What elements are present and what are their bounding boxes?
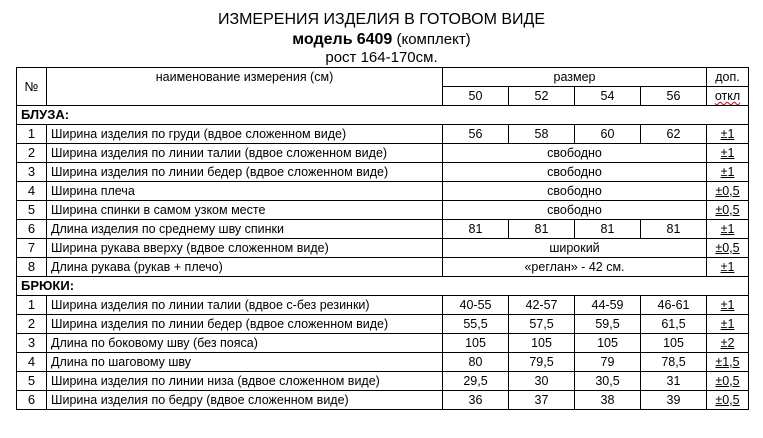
measurement-name: Ширина рукава вверху (вдвое сложенном виде) — [47, 239, 443, 258]
table-row — [17, 353, 749, 372]
table-row — [17, 239, 749, 258]
table-row — [17, 372, 749, 391]
size-value-3: 39 — [641, 391, 707, 410]
table-row — [17, 220, 749, 239]
deviation-value: ±2 — [720, 336, 735, 350]
measurement-name: Длина по шаговому шву — [47, 353, 443, 372]
size-value-0: 80 — [443, 353, 509, 372]
model-suffix: (комплект) — [396, 31, 471, 48]
measurement-name: Ширина изделия по линии талии (вдвое сложенном виде) — [47, 144, 443, 163]
deviation-cell — [707, 201, 749, 220]
section-row — [17, 277, 749, 296]
document-header — [0, 0, 763, 67]
row-number: 5 — [17, 372, 47, 391]
size-value-3: 31 — [641, 372, 707, 391]
row-number: 8 — [17, 258, 47, 277]
table-row — [17, 258, 749, 277]
size-value-1: 42-57 — [509, 296, 575, 315]
deviation-cell — [707, 182, 749, 201]
size-value-0: 40-55 — [443, 296, 509, 315]
size-value-1: 105 — [509, 334, 575, 353]
size-value-0: 55,5 — [443, 315, 509, 334]
deviation-value: ±1 — [720, 260, 735, 274]
header-row-1 — [17, 68, 749, 87]
deviation-value: ±1 — [720, 127, 735, 141]
table-row — [17, 315, 749, 334]
deviation-cell — [707, 334, 749, 353]
section-row — [17, 106, 749, 125]
measurements-table — [16, 67, 749, 410]
col-header-dev-line2 — [707, 87, 749, 106]
model-prefix: модель — [292, 31, 353, 48]
dev-line2-text: откл — [714, 89, 741, 103]
size-value-0: 56 — [443, 125, 509, 144]
size-header-2: 54 — [575, 87, 641, 106]
deviation-value: ±0,5 — [715, 184, 740, 198]
table-row — [17, 144, 749, 163]
model-line — [0, 30, 763, 49]
deviation-cell — [707, 372, 749, 391]
size-value-2: 105 — [575, 334, 641, 353]
merged-value: свободно — [443, 201, 707, 220]
table-row — [17, 163, 749, 182]
measurement-name: Ширина изделия по линии низа (вдвое сложенном виде) — [47, 372, 443, 391]
deviation-cell — [707, 239, 749, 258]
deviation-cell — [707, 391, 749, 410]
measurement-name: Ширина изделия по линии бедер (вдвое сложенном виде) — [47, 163, 443, 182]
deviation-cell — [707, 353, 749, 372]
row-number: 6 — [17, 391, 47, 410]
merged-value: свободно — [443, 144, 707, 163]
table-row — [17, 201, 749, 220]
size-value-2: 60 — [575, 125, 641, 144]
row-number: 5 — [17, 201, 47, 220]
row-number: 7 — [17, 239, 47, 258]
section-title: БЛУЗА: — [17, 106, 443, 125]
size-value-1: 37 — [509, 391, 575, 410]
deviation-cell — [707, 315, 749, 334]
row-number: 1 — [17, 125, 47, 144]
merged-value: «реглан» - 42 см. — [443, 258, 707, 277]
size-header-3: 56 — [641, 87, 707, 106]
size-value-1: 30 — [509, 372, 575, 391]
deviation-cell — [707, 258, 749, 277]
row-number: 3 — [17, 163, 47, 182]
merged-value: широкий — [443, 239, 707, 258]
section-title: БРЮКИ: — [17, 277, 443, 296]
measurement-name: Длина рукава (рукав + плечо) — [47, 258, 443, 277]
model-number: 6409 — [356, 31, 393, 48]
size-value-0: 29,5 — [443, 372, 509, 391]
table-row — [17, 182, 749, 201]
size-value-3: 105 — [641, 334, 707, 353]
deviation-cell — [707, 163, 749, 182]
size-value-2: 44-59 — [575, 296, 641, 315]
col-header-size: размер — [443, 68, 707, 87]
row-number: 4 — [17, 182, 47, 201]
row-number: 1 — [17, 296, 47, 315]
size-value-1: 58 — [509, 125, 575, 144]
section-fill — [443, 277, 749, 296]
size-value-0: 81 — [443, 220, 509, 239]
size-value-3: 46-61 — [641, 296, 707, 315]
merged-value: свободно — [443, 182, 707, 201]
deviation-cell — [707, 144, 749, 163]
size-value-0: 105 — [443, 334, 509, 353]
row-number: 2 — [17, 144, 47, 163]
measurement-name: Ширина изделия по линии талии (вдвое с-без резинки) — [47, 296, 443, 315]
section-fill — [443, 106, 749, 125]
size-value-0: 36 — [443, 391, 509, 410]
measurement-name: Ширина изделия по линии бедер (вдвое сложенном виде) — [47, 315, 443, 334]
size-value-3: 78,5 — [641, 353, 707, 372]
col-header-name: наименование измерения (см) — [47, 68, 443, 106]
measurement-name: Ширина плеча — [47, 182, 443, 201]
measurement-name: Длина изделия по среднему шву спинки — [47, 220, 443, 239]
row-number: 2 — [17, 315, 47, 334]
deviation-value: ±0,5 — [715, 393, 740, 407]
size-value-2: 79 — [575, 353, 641, 372]
measurement-name: Ширина изделия по груди (вдвое сложенном виде) — [47, 125, 443, 144]
height-line: рост 164-170см. — [325, 49, 438, 66]
measurement-name: Длина по боковому шву (без пояса) — [47, 334, 443, 353]
deviation-value: ±0,5 — [715, 241, 740, 255]
measurement-name: Ширина изделия по бедру (вдвое сложенном виде) — [47, 391, 443, 410]
size-value-2: 30,5 — [575, 372, 641, 391]
deviation-value: ±1 — [720, 146, 735, 160]
table-row — [17, 125, 749, 144]
size-value-3: 61,5 — [641, 315, 707, 334]
deviation-value: ±0,5 — [715, 374, 740, 388]
measurement-name: Ширина спинки в самом узком месте — [47, 201, 443, 220]
deviation-cell — [707, 220, 749, 239]
size-header-1: 52 — [509, 87, 575, 106]
deviation-value: ±1 — [720, 165, 735, 179]
size-value-1: 79,5 — [509, 353, 575, 372]
col-header-dev-line1: доп. — [707, 68, 749, 87]
document-title: ИЗМЕРЕНИЯ ИЗДЕЛИЯ В ГОТОВОМ ВИДЕ — [217, 11, 546, 28]
size-value-2: 81 — [575, 220, 641, 239]
size-value-2: 59,5 — [575, 315, 641, 334]
row-number: 3 — [17, 334, 47, 353]
deviation-value: ±1 — [720, 222, 735, 236]
col-header-number: № — [17, 68, 47, 106]
table-row — [17, 334, 749, 353]
deviation-value: ±1,5 — [715, 355, 740, 369]
row-number: 4 — [17, 353, 47, 372]
row-number: 6 — [17, 220, 47, 239]
size-value-1: 57,5 — [509, 315, 575, 334]
table-row — [17, 296, 749, 315]
size-value-3: 62 — [641, 125, 707, 144]
size-value-1: 81 — [509, 220, 575, 239]
table-row — [17, 391, 749, 410]
size-value-3: 81 — [641, 220, 707, 239]
deviation-value: ±1 — [720, 317, 735, 331]
deviation-value: ±1 — [720, 298, 735, 312]
merged-value: свободно — [443, 163, 707, 182]
deviation-cell — [707, 296, 749, 315]
size-header-0: 50 — [443, 87, 509, 106]
deviation-cell — [707, 125, 749, 144]
size-value-2: 38 — [575, 391, 641, 410]
deviation-value: ±0,5 — [715, 203, 740, 217]
